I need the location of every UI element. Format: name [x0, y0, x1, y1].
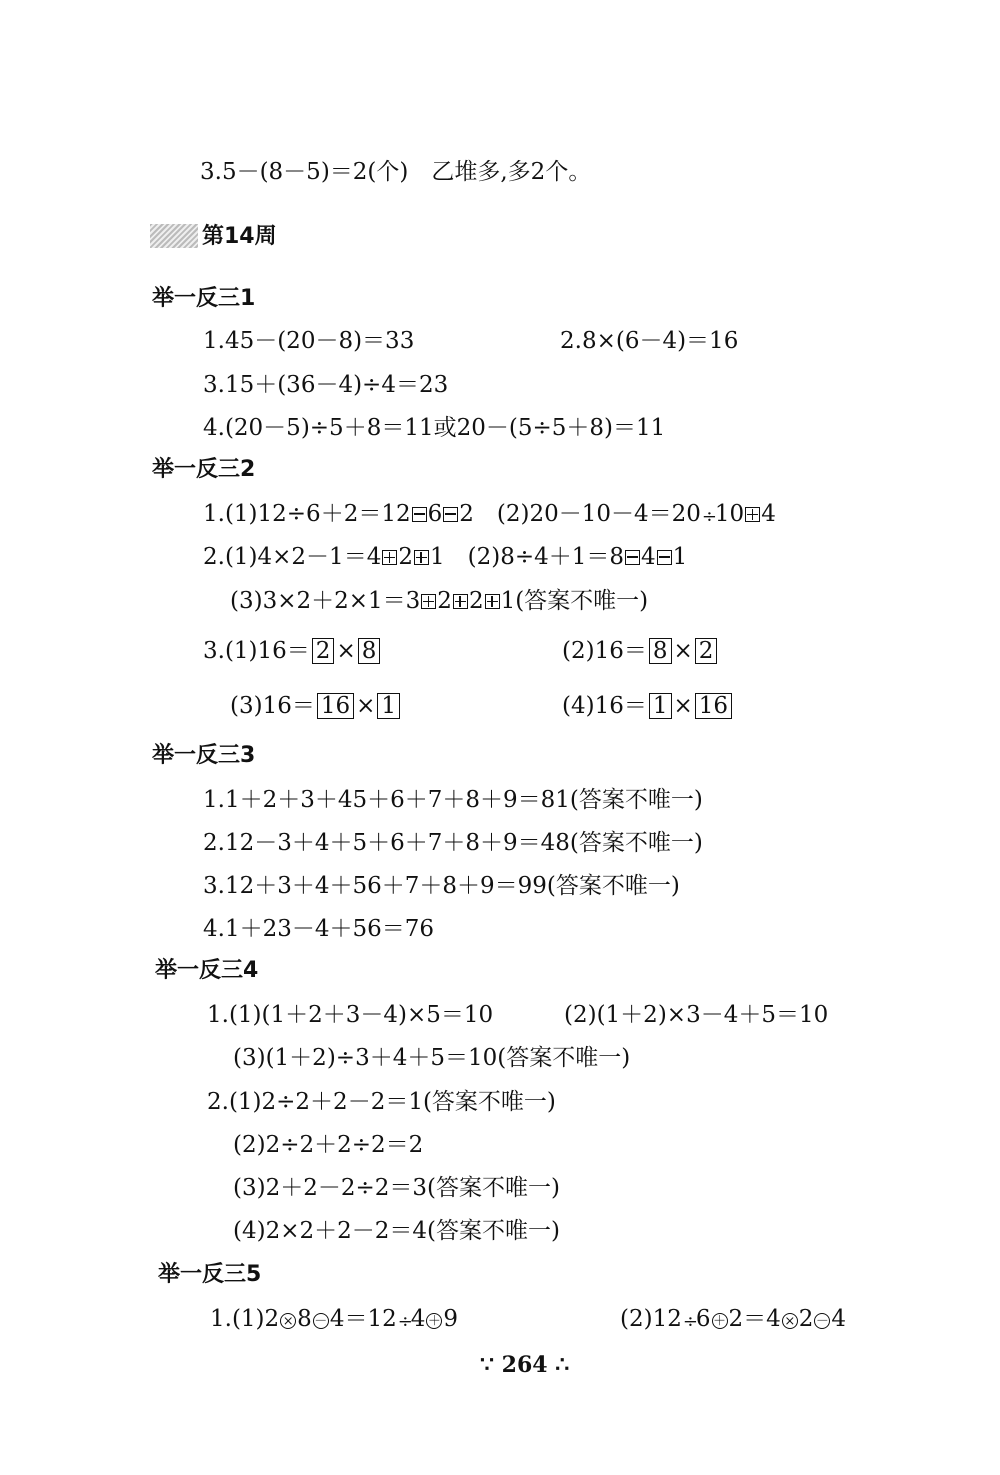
text: 1 (2)8÷4＋1＝8: [429, 544, 625, 570]
answer-line: [562, 636, 719, 666]
circled-times-icon: ×: [280, 1313, 296, 1329]
text: 10: [714, 501, 745, 527]
text: 2.(1)4×2－1＝4: [203, 544, 382, 570]
text: 4: [641, 544, 656, 570]
text: (4)16＝: [562, 693, 647, 719]
answer-line: 3.15＋(36－4)÷4＝23: [203, 372, 449, 398]
answer-line: 1.(1)(1＋2＋3－4)×5＝10: [207, 1002, 494, 1028]
section-4-title: 举一反三4: [155, 958, 259, 983]
boxed-plus-icon: [485, 594, 500, 609]
answer-line: 2.(1)2÷2＋2－2＝1(答案不唯一): [207, 1089, 556, 1115]
answer-line: (3)2＋2－2÷2＝3(答案不唯一): [233, 1175, 560, 1201]
answer-box: 16: [695, 693, 732, 719]
text: 1(答案不唯一): [500, 588, 649, 614]
text: 1.(1)2: [210, 1306, 280, 1332]
circled-plus-icon: ＋: [712, 1314, 726, 1329]
text: 4: [410, 1306, 426, 1332]
answer-line: [210, 1304, 458, 1334]
text: 8: [297, 1306, 312, 1332]
text: 2 (2)20－10－4＝20: [459, 501, 701, 527]
circled-times-icon: ×: [782, 1313, 798, 1329]
text: 2: [468, 588, 484, 614]
text: 9: [443, 1306, 458, 1332]
divide-icon: ÷: [701, 506, 717, 527]
page-number: [480, 1352, 569, 1378]
text: (2)16＝: [562, 638, 647, 664]
text: 4: [761, 501, 776, 527]
text: 2: [398, 544, 413, 570]
text: (2)12: [620, 1306, 682, 1332]
week-title: 第14周: [202, 224, 277, 249]
answer-box: 2: [695, 638, 718, 664]
dots-icon: ∵: [480, 1352, 494, 1378]
text: (3)16＝: [230, 693, 315, 719]
answer-line: (2)(1＋2)×3－4＋5＝10: [564, 1002, 829, 1028]
text: ×: [673, 693, 693, 719]
answer-line: 3.12＋3＋4＋56＋7＋8＋9＝99(答案不唯一): [203, 873, 680, 899]
text: 3.(1)16＝: [203, 638, 310, 664]
text: (3)3×2＋2×1＝3: [230, 588, 421, 614]
answer-line: [620, 1304, 846, 1334]
boxed-plus-icon: [745, 507, 760, 522]
text: 2: [437, 588, 452, 614]
section-3-title: 举一反三3: [152, 743, 256, 768]
circled-minus-icon: －: [314, 1314, 328, 1329]
answer-line: [203, 499, 776, 529]
boxed-minus-icon: [625, 550, 640, 565]
answer-box: 16: [317, 693, 354, 719]
answer-line: 4.(20－5)÷5＋8＝11或20－(5÷5＋8)＝11: [203, 415, 666, 441]
answer-line: 1.45－(20－8)＝33: [203, 328, 415, 354]
week-decoration: [150, 224, 198, 248]
circled-minus-icon: －: [815, 1314, 829, 1329]
section-2-title: 举一反三2: [152, 457, 256, 482]
answer-line: [230, 586, 648, 616]
answer-box: 1: [649, 693, 672, 719]
top-answer-line: 3.5－(8－5)＝2(个) 乙堆多,多2个。: [200, 159, 592, 185]
answer-line: [203, 542, 687, 572]
text: 1: [672, 544, 688, 570]
dots-icon: ∴: [555, 1352, 570, 1378]
answer-box: 2: [312, 638, 335, 664]
answer-line: 2.8×(6－4)＝16: [560, 328, 739, 354]
boxed-plus-icon: [421, 594, 436, 609]
boxed-plus-icon: [414, 550, 429, 565]
text: 4＝12: [329, 1306, 397, 1332]
text: 2＝4: [728, 1306, 781, 1332]
answer-box: 8: [649, 638, 672, 664]
answer-box: 1: [377, 693, 400, 719]
text: 6: [427, 501, 443, 527]
text: 2: [798, 1306, 814, 1332]
text: ×: [673, 638, 693, 664]
boxed-minus-icon: [412, 507, 427, 522]
text: 4: [831, 1306, 847, 1332]
answer-line: (4)2×2＋2－2＝4(答案不唯一): [233, 1218, 560, 1244]
answer-line: 2.12－3＋4＋5＋6＋7＋8＋9＝48(答案不唯一): [203, 830, 703, 856]
answer-line: 1.1＋2＋3＋45＋6＋7＋8＋9＝81(答案不唯一): [203, 787, 703, 813]
answer-line: (3)(1＋2)÷3＋4＋5＝10(答案不唯一): [233, 1045, 631, 1071]
answer-line: [203, 636, 382, 666]
answer-line: [562, 691, 734, 721]
section-5-title: 举一反三5: [158, 1262, 262, 1287]
text: 6: [695, 1306, 711, 1332]
section-1-title: 举一反三1: [152, 286, 256, 311]
answer-line: 4.1＋23－4＋56＝76: [203, 916, 435, 942]
boxed-plus-icon: [382, 550, 397, 565]
boxed-minus-icon: [443, 507, 458, 522]
divide-icon: ÷: [397, 1311, 413, 1332]
answer-box: 8: [358, 638, 381, 664]
page-number-text: 264: [501, 1352, 548, 1378]
text: ×: [336, 638, 356, 664]
text: 1.(1)12÷6＋2＝12: [203, 501, 411, 527]
answer-line: [230, 691, 402, 721]
boxed-plus-icon: [453, 594, 468, 609]
divide-icon: ÷: [682, 1311, 698, 1332]
text: ×: [356, 693, 376, 719]
circled-plus-icon: ＋: [427, 1314, 441, 1329]
boxed-minus-icon: [657, 550, 672, 565]
answer-line: (2)2÷2＋2÷2＝2: [233, 1132, 424, 1158]
